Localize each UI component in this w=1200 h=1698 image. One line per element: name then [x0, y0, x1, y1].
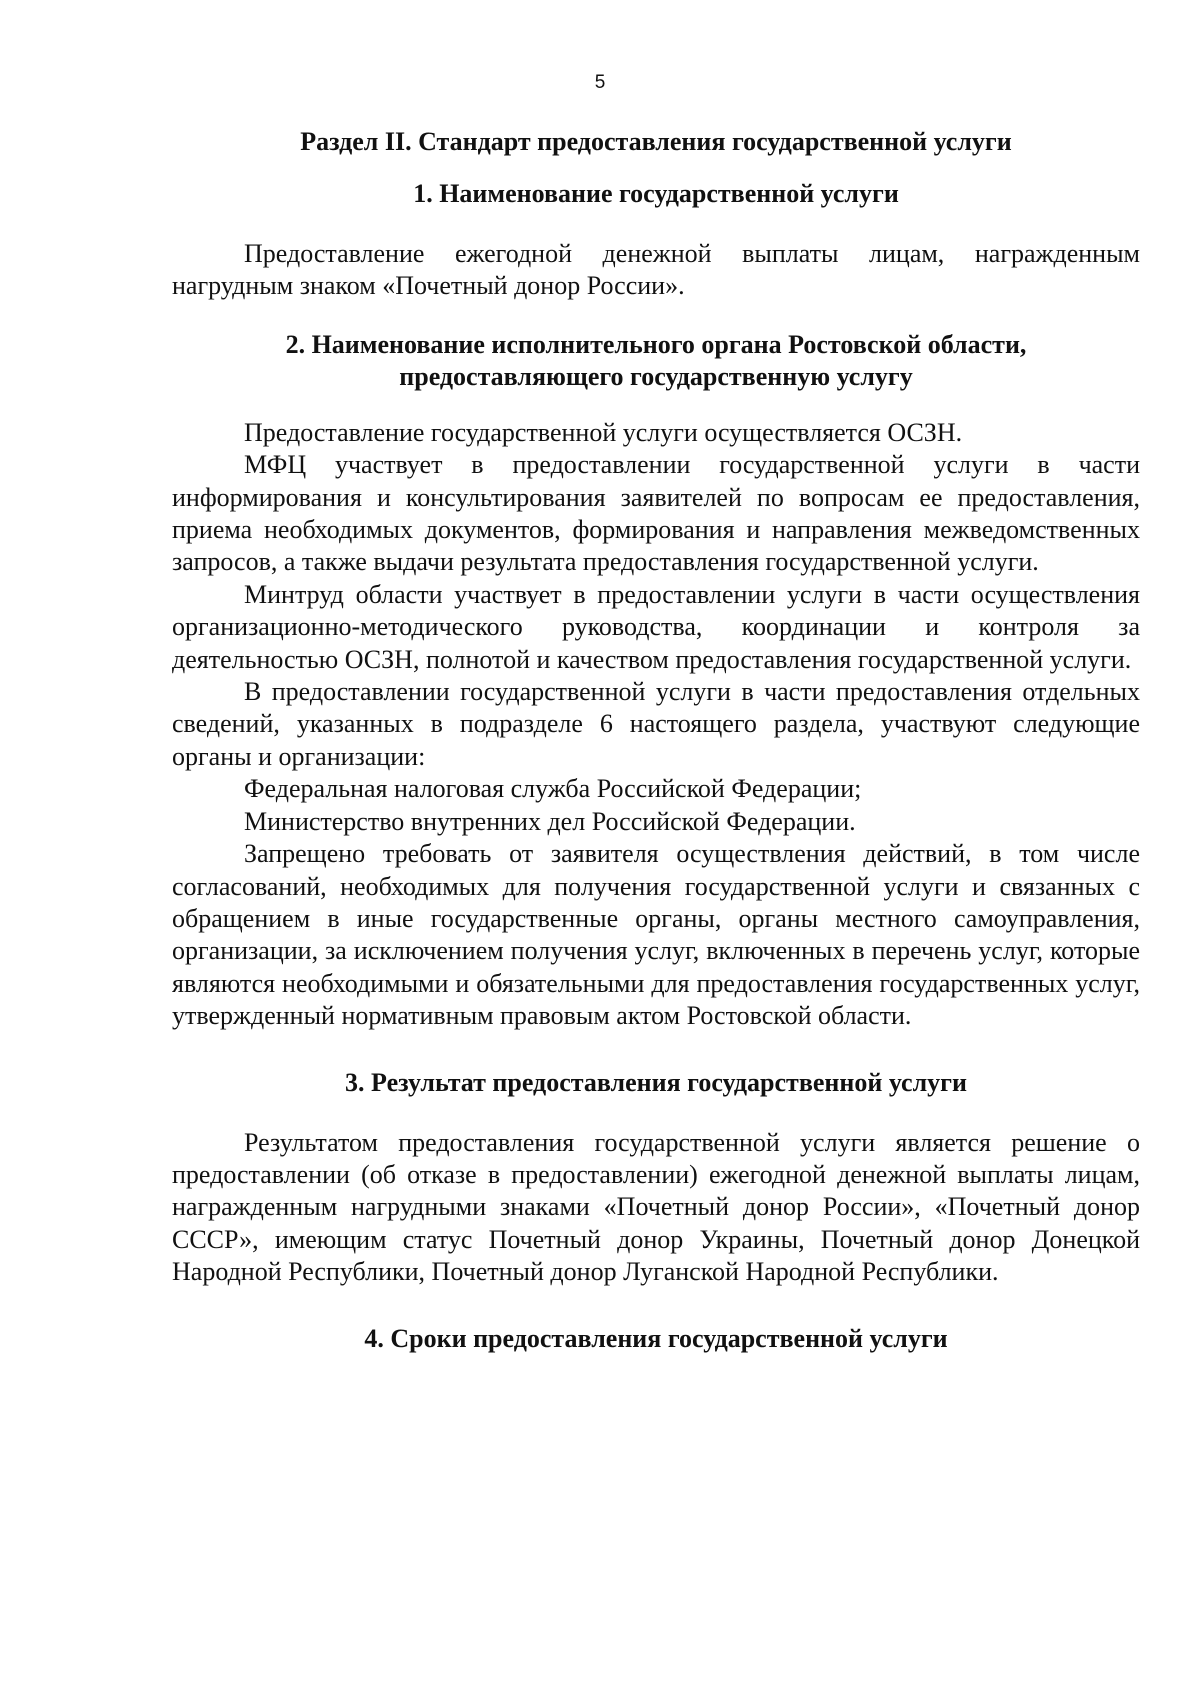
section-title: Раздел II. Стандарт предоставления государственной услуги [300, 127, 1012, 156]
subsection-2-heading-line-1: 2. Наименование исполнительного органа Ростовской области, [285, 329, 1027, 359]
subsection-4-heading: 4. Сроки предоставления государственной услуги [364, 1323, 948, 1353]
page-number: 5 [594, 72, 606, 93]
paragraph: Минтруд области участвует в предоставлении услуги в части осуществления организационно-методического руководства, координации и контроля за деятельностью ОСЗН, полнотой и качеством предоставления государственной услуги. [172, 579, 1140, 674]
paragraph: Министерство внутренних дел Российской Федерации. [244, 806, 856, 836]
paragraph: Результатом предоставления государственной услуги является решение о предоставлении (об отказе в предоставлении) ежегодной денежной выплаты лицам, награжденным нагрудными знаками «Почетный донор России», «Почетный донор СССР», имеющим статус Почетный донор Украины, Почетный донор Донецкой Народной Республики, Почетный донор Луганской Народной Республики. [172, 1127, 1140, 1287]
subsection-1-heading: 1. Наименование государственной услуги [413, 179, 899, 208]
subsection-2-heading [172, 329, 1140, 393]
paragraph: В предоставлении государственной услуги в части предоставления отдельных сведений, указанных в подразделе 6 настоящего раздела, участвуют следующие органы и организации: [172, 677, 1140, 771]
paragraph: Федеральная налоговая служба Российской Федерации; [244, 774, 862, 804]
subsection-2-heading-line-2: предоставляющего государственную услугу [399, 361, 913, 391]
paragraph: МФЦ участвует в предоставлении государственной услуги в части информирования и консультирования заявителей по вопросам ее предоставления, приема необходимых документов, формирования и направления межведомственных запросов, а также выдачи результата предоставления государственной услуги. [172, 450, 1140, 577]
paragraph: Запрещено требовать от заявителя осуществления действий, в том числе согласований, необходимых для получения государственной услуги и связанных с обращением в иные государственные органы, органы местного самоуправления, организации, за исключением получения услуг, включенных в перечень услуг, которые являются необходимыми и обязательными для предоставления государственных услуг, утвержденный нормативным правовым актом Ростовской области. [172, 839, 1140, 1031]
paragraph: Предоставление ежегодной денежной выплаты лицам, награжденным нагрудным знаком «Почетный донор России». [172, 239, 1140, 301]
document-body [172, 126, 1140, 1383]
subsection-3-heading: 3. Результат предоставления государственной услуги [345, 1067, 967, 1097]
paragraph: Предоставление государственной услуги осуществляется ОСЗН. [244, 417, 963, 447]
